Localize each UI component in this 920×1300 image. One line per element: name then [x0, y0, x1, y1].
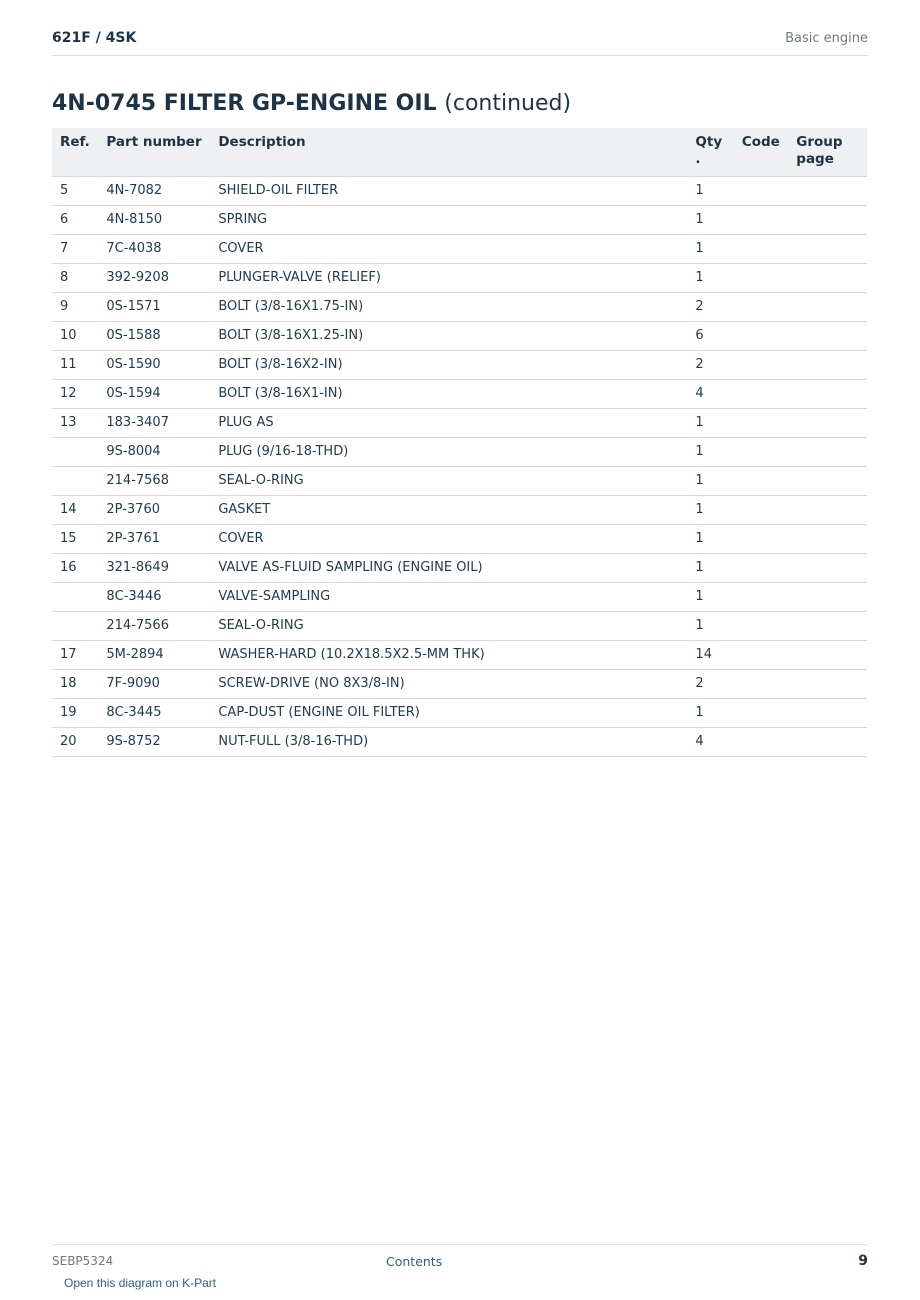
- code-cell: [734, 351, 788, 380]
- table-row: [52, 554, 867, 583]
- qty-cell: 1: [687, 554, 733, 583]
- code-cell: [734, 699, 788, 728]
- title-suffix: (continued): [444, 91, 572, 116]
- col-header-description: Description: [210, 128, 687, 177]
- ref-cell: 14: [52, 496, 98, 525]
- group-page-cell: [788, 177, 867, 206]
- group-page-cell: [788, 525, 867, 554]
- ref-cell: 8: [52, 264, 98, 293]
- ref-cell: 15: [52, 525, 98, 554]
- qty-cell: 2: [687, 293, 733, 322]
- group-page-cell: [788, 438, 867, 467]
- table-row: [52, 641, 867, 670]
- table-row: [52, 177, 867, 206]
- qty-cell: 1: [687, 583, 733, 612]
- part-number-cell: 7C-4038: [98, 235, 210, 264]
- description-cell: BOLT (3/8-16X2-IN): [210, 351, 687, 380]
- table-row: [52, 264, 867, 293]
- code-cell: [734, 177, 788, 206]
- part-number-cell: 0S-1590: [98, 351, 210, 380]
- part-number-cell: 4N-7082: [98, 177, 210, 206]
- group-page-cell: [788, 380, 867, 409]
- table-row: [52, 583, 867, 612]
- description-cell: BOLT (3/8-16X1-IN): [210, 380, 687, 409]
- description-cell: BOLT (3/8-16X1.75-IN): [210, 293, 687, 322]
- ref-cell: 6: [52, 206, 98, 235]
- description-cell: COVER: [210, 235, 687, 264]
- code-cell: [734, 525, 788, 554]
- col-header-code: Code: [734, 128, 788, 177]
- page-footer: [52, 1244, 868, 1275]
- parts-table: [52, 128, 867, 757]
- ref-cell: 20: [52, 728, 98, 757]
- qty-cell: 1: [687, 264, 733, 293]
- code-cell: [734, 612, 788, 641]
- ref-cell: 13: [52, 409, 98, 438]
- table-row: [52, 293, 867, 322]
- ref-cell: [52, 467, 98, 496]
- table-row: [52, 438, 867, 467]
- code-cell: [734, 641, 788, 670]
- group-page-cell: [788, 206, 867, 235]
- ref-cell: 17: [52, 641, 98, 670]
- qty-cell: 1: [687, 525, 733, 554]
- col-header-group-page: Group page: [788, 128, 867, 177]
- group-page-cell: [788, 641, 867, 670]
- qty-cell: 1: [687, 206, 733, 235]
- code-cell: [734, 728, 788, 757]
- qty-cell: 1: [687, 612, 733, 641]
- group-page-cell: [788, 496, 867, 525]
- description-cell: COVER: [210, 525, 687, 554]
- description-cell: PLUG AS: [210, 409, 687, 438]
- document-number: SEBP5324: [52, 1254, 114, 1268]
- title-main: 4N-0745 FILTER GP-ENGINE OIL: [52, 91, 437, 116]
- page-number: 9: [858, 1253, 868, 1269]
- table-row: [52, 525, 867, 554]
- col-header-qty: Qty .: [687, 128, 733, 177]
- qty-cell: 2: [687, 670, 733, 699]
- ref-cell: 16: [52, 554, 98, 583]
- qty-cell: 4: [687, 380, 733, 409]
- ref-cell: 10: [52, 322, 98, 351]
- group-page-cell: [788, 728, 867, 757]
- part-number-cell: 5M-2894: [98, 641, 210, 670]
- qty-cell: 1: [687, 699, 733, 728]
- section-label: Basic engine: [785, 31, 868, 46]
- description-cell: PLUNGER-VALVE (RELIEF): [210, 264, 687, 293]
- description-cell: SPRING: [210, 206, 687, 235]
- group-page-cell: [788, 322, 867, 351]
- group-page-cell: [788, 699, 867, 728]
- code-cell: [734, 467, 788, 496]
- table-row: [52, 612, 867, 641]
- table-row: [52, 670, 867, 699]
- table-row: [52, 235, 867, 264]
- part-number-cell: 0S-1571: [98, 293, 210, 322]
- table-row: [52, 380, 867, 409]
- table-row: [52, 467, 867, 496]
- table-row: [52, 351, 867, 380]
- description-cell: SCREW-DRIVE (NO 8X3/8-IN): [210, 670, 687, 699]
- ref-cell: 12: [52, 380, 98, 409]
- part-number-cell: 8C-3446: [98, 583, 210, 612]
- parts-table-body: [52, 177, 867, 757]
- part-number-cell: 2P-3760: [98, 496, 210, 525]
- col-header-ref: Ref.: [52, 128, 98, 177]
- code-cell: [734, 264, 788, 293]
- description-cell: VALVE AS-FLUID SAMPLING (ENGINE OIL): [210, 554, 687, 583]
- part-number-cell: 9S-8004: [98, 438, 210, 467]
- part-number-cell: 8C-3445: [98, 699, 210, 728]
- ref-cell: 18: [52, 670, 98, 699]
- col-header-part-number: Part number: [98, 128, 210, 177]
- description-cell: SEAL-O-RING: [210, 612, 687, 641]
- code-cell: [734, 670, 788, 699]
- kpart-diagram-link[interactable]: Open this diagram on K-Part: [64, 1276, 217, 1290]
- code-cell: [734, 583, 788, 612]
- description-cell: BOLT (3/8-16X1.25-IN): [210, 322, 687, 351]
- part-number-cell: 0S-1594: [98, 380, 210, 409]
- table-header-row: [52, 128, 867, 177]
- part-number-cell: 392-9208: [98, 264, 210, 293]
- description-cell: NUT-FULL (3/8-16-THD): [210, 728, 687, 757]
- description-cell: PLUG (9/16-18-THD): [210, 438, 687, 467]
- page-title: [52, 90, 571, 118]
- description-cell: CAP-DUST (ENGINE OIL FILTER): [210, 699, 687, 728]
- part-number-cell: 321-8649: [98, 554, 210, 583]
- table-row: [52, 728, 867, 757]
- page-header: [52, 28, 868, 56]
- group-page-cell: [788, 409, 867, 438]
- qty-cell: 1: [687, 467, 733, 496]
- part-number-cell: 214-7566: [98, 612, 210, 641]
- contents-link[interactable]: Contents: [386, 1254, 443, 1269]
- ref-cell: 9: [52, 293, 98, 322]
- part-number-cell: 2P-3761: [98, 525, 210, 554]
- ref-cell: 19: [52, 699, 98, 728]
- code-cell: [734, 409, 788, 438]
- qty-cell: 14: [687, 641, 733, 670]
- group-page-cell: [788, 351, 867, 380]
- code-cell: [734, 438, 788, 467]
- group-page-cell: [788, 583, 867, 612]
- qty-cell: 1: [687, 235, 733, 264]
- ref-cell: [52, 583, 98, 612]
- part-number-cell: 4N-8150: [98, 206, 210, 235]
- qty-cell: 1: [687, 438, 733, 467]
- table-row: [52, 322, 867, 351]
- code-cell: [734, 496, 788, 525]
- table-row: [52, 699, 867, 728]
- ref-cell: 7: [52, 235, 98, 264]
- code-cell: [734, 206, 788, 235]
- description-cell: WASHER-HARD (10.2X18.5X2.5-MM THK): [210, 641, 687, 670]
- group-page-cell: [788, 554, 867, 583]
- model-label: 621F / 4SK: [52, 30, 137, 46]
- part-number-cell: 183-3407: [98, 409, 210, 438]
- table-row: [52, 409, 867, 438]
- group-page-cell: [788, 264, 867, 293]
- qty-cell: 2: [687, 351, 733, 380]
- code-cell: [734, 293, 788, 322]
- group-page-cell: [788, 235, 867, 264]
- description-cell: GASKET: [210, 496, 687, 525]
- ref-cell: [52, 438, 98, 467]
- code-cell: [734, 322, 788, 351]
- ref-cell: [52, 612, 98, 641]
- description-cell: VALVE-SAMPLING: [210, 583, 687, 612]
- description-cell: SHIELD-OIL FILTER: [210, 177, 687, 206]
- part-number-cell: 214-7568: [98, 467, 210, 496]
- qty-cell: 1: [687, 177, 733, 206]
- code-cell: [734, 554, 788, 583]
- group-page-cell: [788, 293, 867, 322]
- ref-cell: 11: [52, 351, 98, 380]
- qty-cell: 1: [687, 409, 733, 438]
- group-page-cell: [788, 467, 867, 496]
- part-number-cell: 7F-9090: [98, 670, 210, 699]
- table-row: [52, 496, 867, 525]
- qty-cell: 4: [687, 728, 733, 757]
- ref-cell: 5: [52, 177, 98, 206]
- table-row: [52, 206, 867, 235]
- part-number-cell: 9S-8752: [98, 728, 210, 757]
- group-page-cell: [788, 612, 867, 641]
- description-cell: SEAL-O-RING: [210, 467, 687, 496]
- code-cell: [734, 235, 788, 264]
- qty-cell: 6: [687, 322, 733, 351]
- group-page-cell: [788, 670, 867, 699]
- part-number-cell: 0S-1588: [98, 322, 210, 351]
- qty-cell: 1: [687, 496, 733, 525]
- code-cell: [734, 380, 788, 409]
